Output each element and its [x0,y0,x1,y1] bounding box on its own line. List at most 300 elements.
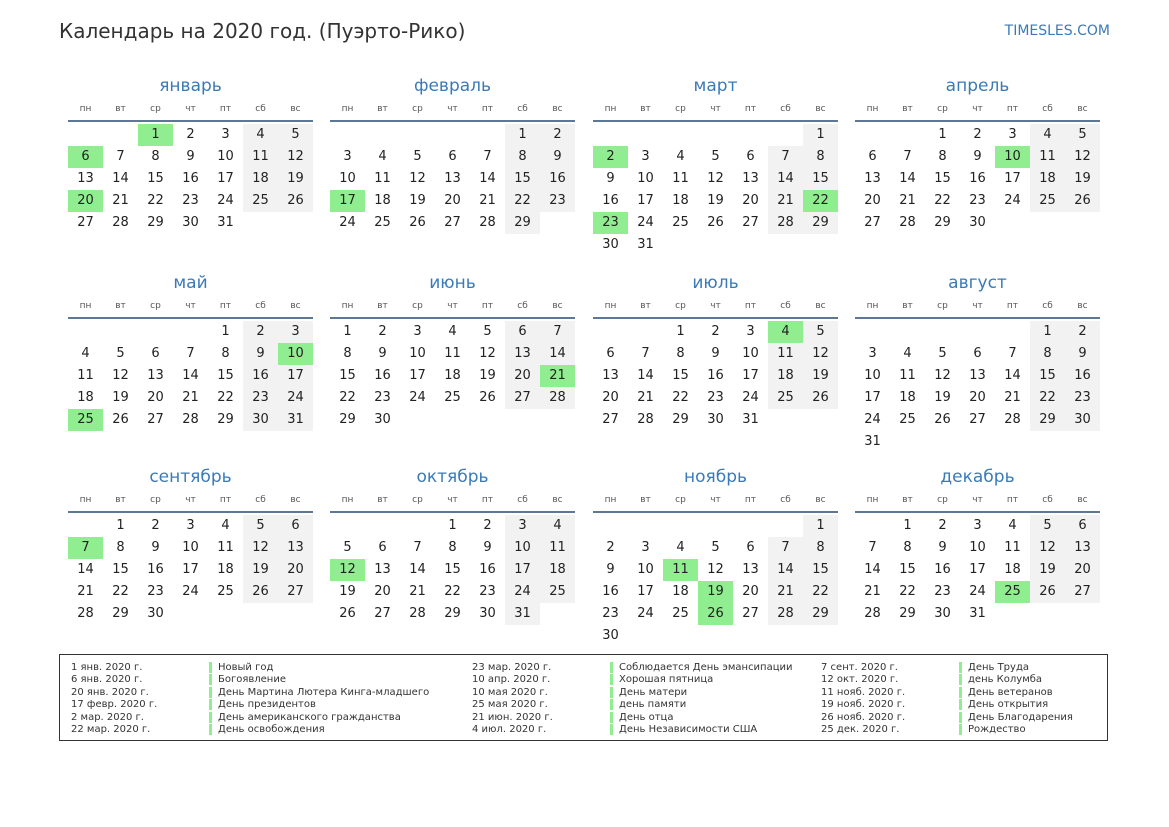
day-cell: 30 [969,215,986,230]
holiday-day-cell: 4 [768,321,803,343]
day-cell: 10 [217,149,234,164]
day-cell: 9 [151,540,160,555]
holiday-name: Новый год [218,661,274,673]
day-cell: 15 [899,562,916,577]
day-cell: 18 [217,562,234,577]
holiday-date: 7 сент. 2020 г. [821,661,898,673]
day-cell: 5 [938,346,947,361]
holiday-marker [959,699,962,710]
days-grid [855,321,1100,453]
day-cell: 7 [186,346,195,361]
holiday-marker [959,662,962,673]
day-cell: 3 [413,324,422,339]
day-cell: 7 [413,540,422,555]
day-cell: 30 [1065,409,1100,431]
weekday-label: вс [1077,495,1088,505]
day-cell: 25 [1030,190,1065,212]
day-cell: 25 [374,215,391,230]
month-calendar [593,465,838,647]
day-cell: 25 [540,581,575,603]
weekday-label: вс [552,495,563,505]
day-cell: 23 [479,584,496,599]
day-cell: 4 [81,346,90,361]
day-cell: 19 [934,390,951,405]
holiday-marker [610,687,613,698]
day-cell: 15 [803,168,838,190]
holiday-day-cell: 12 [330,559,365,581]
days-grid [855,515,1100,625]
day-cell: 24 [637,606,654,621]
day-cell: 26 [112,412,129,427]
holiday-item [810,686,1073,699]
holiday-date: 21 июн. 2020 г. [472,711,553,723]
empty-cell [733,124,768,146]
day-cell: 15 [803,559,838,581]
weekday-label: пн [79,301,92,311]
day-cell: 20 [444,193,461,208]
day-cell: 4 [1030,124,1065,146]
day-cell: 9 [973,149,982,164]
day-cell: 3 [641,149,650,164]
day-cell: 11 [1004,540,1021,555]
day-cell: 20 [742,193,759,208]
weekday-label: ср [412,301,423,311]
day-cell: 16 [934,562,951,577]
holiday-day-cell: 26 [698,603,733,625]
day-cell: 9 [186,149,195,164]
day-cell: 6 [746,149,755,164]
weekday-label: вт [115,104,126,114]
empty-cell [138,321,173,343]
day-cell: 14 [768,559,803,581]
day-cell: 6 [448,149,457,164]
weekday-header [68,98,313,122]
holiday-marker [610,674,613,685]
holiday-name: день памяти [619,699,687,711]
empty-cell [855,124,890,146]
weekday-label: вт [377,301,388,311]
day-cell: 6 [606,346,615,361]
empty-cell [330,124,365,146]
holiday-name: День Независимости США [619,724,758,736]
day-cell: 25 [672,215,689,230]
empty-cell [68,321,103,343]
month-name: май [173,273,208,293]
day-cell: 7 [483,149,492,164]
day-cell: 24 [217,193,234,208]
day-cell: 4 [540,515,575,537]
day-cell: 17 [637,584,654,599]
day-cell: 21 [637,390,654,405]
day-cell: 29 [339,412,356,427]
day-cell: 28 [864,606,881,621]
day-cell: 12 [803,343,838,365]
day-cell: 23 [374,390,391,405]
weekday-label: вт [640,495,651,505]
weekday-label: вс [815,104,826,114]
day-cell: 18 [1004,562,1021,577]
day-cell: 2 [711,324,720,339]
weekday-label: сб [255,104,266,114]
holiday-item [461,661,793,674]
weekday-label: пт [744,301,757,311]
day-cell: 8 [343,346,352,361]
holiday-name: День открытия [968,699,1049,711]
day-cell: 24 [742,390,759,405]
day-cell: 1 [505,124,540,146]
holiday-marker [959,674,962,685]
holiday-day-cell: 21 [540,365,575,387]
month-calendar [68,271,313,431]
weekday-label: пт [219,301,232,311]
day-cell: 30 [602,237,619,252]
day-cell: 1 [221,324,230,339]
weekday-label: чт [710,301,721,311]
day-cell: 18 [768,365,803,387]
day-cell: 1 [903,518,912,533]
day-cell: 6 [1065,515,1100,537]
weekday-label: вс [290,301,301,311]
day-cell: 12 [1065,146,1100,168]
day-cell: 22 [899,584,916,599]
day-cell: 20 [969,390,986,405]
day-cell: 10 [969,540,986,555]
day-cell: 13 [602,368,619,383]
day-cell: 30 [602,628,619,643]
day-cell: 26 [339,606,356,621]
day-cell: 26 [803,387,838,409]
weekday-header [855,98,1100,122]
holiday-item [461,674,793,687]
site-link[interactable]: TIMESLES.COM [1004,23,1110,39]
holiday-name: День Труда [968,661,1029,673]
weekday-label: чт [710,104,721,114]
month-name: октябрь [416,467,489,487]
weekday-label: вт [640,104,651,114]
day-cell: 23 [147,584,164,599]
day-cell: 17 [217,171,234,186]
day-cell: 24 [182,584,199,599]
day-cell: 9 [540,146,575,168]
holiday-item [60,699,429,712]
weekday-label: ср [150,495,161,505]
weekday-label: вс [290,104,301,114]
day-cell: 28 [182,412,199,427]
day-cell: 7 [768,146,803,168]
day-cell: 11 [768,343,803,365]
weekday-label: пт [1006,104,1019,114]
day-cell: 4 [676,149,685,164]
holiday-marker [209,687,212,698]
weekday-label: вт [377,495,388,505]
day-cell: 31 [969,606,986,621]
month-calendar [68,74,313,234]
day-cell: 16 [147,562,164,577]
weekday-label: ср [150,301,161,311]
day-cell: 27 [742,606,759,621]
day-cell: 17 [969,562,986,577]
day-cell: 20 [1065,559,1100,581]
day-cell: 20 [505,365,540,387]
day-cell: 3 [221,127,230,142]
holiday-name: День отца [619,711,674,723]
weekday-label: вс [815,495,826,505]
day-cell: 27 [77,215,94,230]
day-cell: 14 [479,171,496,186]
day-cell: 12 [1030,537,1065,559]
day-cell: 12 [707,171,724,186]
day-cell: 12 [112,368,129,383]
day-cell: 21 [112,193,129,208]
day-cell: 30 [243,409,278,431]
empty-cell [768,124,803,146]
holiday-day-cell: 22 [803,190,838,212]
month-name: июнь [429,273,476,293]
weekday-label: сб [517,301,528,311]
weekday-label: ср [937,495,948,505]
holiday-item [461,699,793,712]
day-cell: 11 [672,171,689,186]
days-grid [330,515,575,625]
empty-cell [593,515,628,537]
day-cell: 14 [864,562,881,577]
holiday-date: 17 февр. 2020 г. [71,699,158,711]
day-cell: 19 [803,365,838,387]
holiday-date: 2 мар. 2020 г. [71,711,144,723]
holiday-day-cell: 20 [68,190,103,212]
weekday-label: чт [972,301,983,311]
day-cell: 4 [903,346,912,361]
weekday-label: ср [150,104,161,114]
weekday-label: вт [640,301,651,311]
day-cell: 30 [479,606,496,621]
day-cell: 10 [505,537,540,559]
day-cell: 17 [278,365,313,387]
day-cell: 18 [1030,168,1065,190]
day-cell: 14 [637,368,654,383]
day-cell: 28 [112,215,129,230]
holiday-day-cell: 25 [995,581,1030,603]
day-cell: 3 [973,518,982,533]
weekday-label: чт [447,301,458,311]
holiday-item [461,711,793,724]
day-cell: 19 [409,193,426,208]
weekday-label: ср [412,104,423,114]
weekday-label: пт [1006,495,1019,505]
day-cell: 23 [540,190,575,212]
holiday-name: День американского гражданства [218,711,401,723]
month-calendar [330,74,575,234]
holiday-marker [610,699,613,710]
day-cell: 4 [221,518,230,533]
day-cell: 8 [151,149,160,164]
weekday-label: вт [115,495,126,505]
holiday-column [461,661,793,736]
holiday-date: 26 нояб. 2020 г. [821,711,906,723]
day-cell: 15 [672,368,689,383]
holiday-item [60,711,429,724]
day-cell: 28 [637,412,654,427]
weekday-label: пн [866,301,879,311]
day-cell: 22 [217,390,234,405]
days-grid [593,515,838,647]
holiday-name: День президентов [218,699,316,711]
day-cell: 28 [540,387,575,409]
day-cell: 11 [77,368,94,383]
day-cell: 10 [339,171,356,186]
day-cell: 19 [1065,168,1100,190]
day-cell: 31 [278,409,313,431]
holiday-day-cell: 10 [278,343,313,365]
day-cell: 25 [217,584,234,599]
day-cell: 26 [707,215,724,230]
empty-cell [628,321,663,343]
day-cell: 17 [1004,171,1021,186]
day-cell: 18 [672,193,689,208]
day-cell: 25 [672,606,689,621]
holiday-item [810,674,1073,687]
day-cell: 7 [540,321,575,343]
weekday-header [68,295,313,319]
holiday-day-cell: 6 [68,146,103,168]
days-grid [330,124,575,234]
day-cell: 15 [112,562,129,577]
day-cell: 29 [217,412,234,427]
weekday-label: пт [219,495,232,505]
month-calendar [855,465,1100,625]
day-cell: 21 [409,584,426,599]
day-cell: 17 [637,193,654,208]
day-cell: 9 [483,540,492,555]
empty-cell [593,124,628,146]
empty-cell [400,515,435,537]
day-cell: 16 [602,584,619,599]
weekday-label: ср [412,495,423,505]
day-cell: 19 [707,193,724,208]
holiday-date: 10 мая 2020 г. [472,686,548,698]
day-cell: 17 [505,559,540,581]
day-cell: 30 [182,215,199,230]
day-cell: 21 [768,581,803,603]
day-cell: 14 [768,168,803,190]
day-cell: 6 [151,346,160,361]
day-cell: 16 [479,562,496,577]
day-cell: 13 [278,537,313,559]
day-cell: 14 [182,368,199,383]
empty-cell [698,515,733,537]
holiday-date: 10 апр. 2020 г. [472,674,551,686]
day-cell: 29 [505,212,540,234]
weekday-label: сб [255,495,266,505]
day-cell: 8 [903,540,912,555]
month-name: февраль [413,76,492,96]
day-cell: 18 [899,390,916,405]
holiday-marker [209,724,212,735]
weekday-label: вт [902,104,913,114]
empty-cell [365,124,400,146]
day-cell: 20 [147,390,164,405]
empty-cell [628,124,663,146]
holiday-marker [610,662,613,673]
weekday-label: сб [780,495,791,505]
holiday-column [810,661,1073,736]
holiday-day-cell: 10 [995,146,1030,168]
weekday-label: сб [780,104,791,114]
day-cell: 5 [1065,124,1100,146]
day-cell: 18 [540,559,575,581]
day-cell: 11 [444,346,461,361]
day-cell: 15 [505,168,540,190]
empty-cell [103,321,138,343]
day-cell: 4 [676,540,685,555]
weekday-label: ср [675,495,686,505]
day-cell: 16 [243,365,278,387]
day-cell: 10 [637,562,654,577]
day-cell: 30 [147,606,164,621]
day-cell: 20 [742,584,759,599]
day-cell: 9 [1065,343,1100,365]
empty-cell [365,515,400,537]
day-cell: 17 [409,368,426,383]
day-cell: 14 [112,171,129,186]
holiday-marker [209,674,212,685]
day-cell: 9 [606,562,615,577]
empty-cell [593,321,628,343]
day-cell: 2 [540,124,575,146]
weekday-label: ср [675,301,686,311]
day-cell: 10 [742,346,759,361]
weekday-label: пт [481,495,494,505]
day-cell: 15 [339,368,356,383]
weekday-label: пн [604,495,617,505]
day-cell: 2 [973,127,982,142]
holiday-name: Богоявление [218,674,286,686]
day-cell: 30 [374,412,391,427]
day-cell: 24 [864,412,881,427]
day-cell: 13 [147,368,164,383]
day-cell: 4 [1008,518,1017,533]
holiday-item [60,686,429,699]
day-cell: 13 [864,171,881,186]
holiday-name: День освобождения [218,724,325,736]
holiday-day-cell: 19 [698,581,733,603]
day-cell: 11 [217,540,234,555]
day-cell: 17 [864,390,881,405]
empty-cell [628,515,663,537]
holiday-name: Хорошая пятница [619,674,714,686]
empty-cell [663,515,698,537]
day-cell: 20 [374,584,391,599]
day-cell: 25 [444,390,461,405]
day-cell: 19 [339,584,356,599]
day-cell: 8 [803,537,838,559]
weekday-label: пт [481,301,494,311]
day-cell: 15 [444,562,461,577]
day-cell: 18 [672,584,689,599]
weekday-label: пн [79,104,92,114]
day-cell: 27 [742,215,759,230]
day-cell: 17 [182,562,199,577]
holiday-date: 12 окт. 2020 г. [821,674,899,686]
day-cell: 2 [378,324,387,339]
day-cell: 11 [243,146,278,168]
day-cell: 2 [606,540,615,555]
day-cell: 23 [182,193,199,208]
day-cell: 24 [637,215,654,230]
day-cell: 22 [339,390,356,405]
day-cell: 23 [707,390,724,405]
holiday-marker [209,712,212,723]
